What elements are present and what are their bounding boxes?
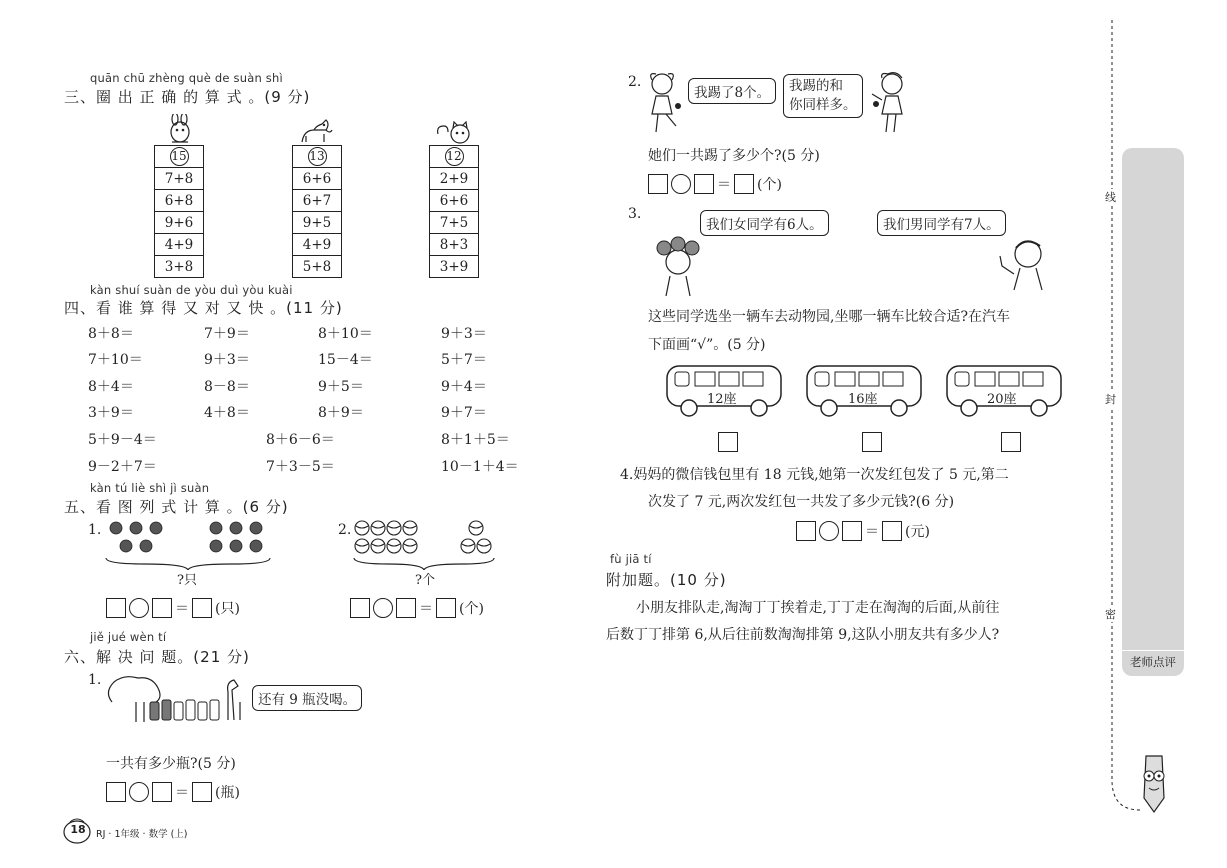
boy-student-icon [996,234,1050,292]
answer-column-15 [154,145,204,278]
equation-cell[interactable]: 5+8 [293,256,342,278]
question-text: 小朋友排队走,淘淘丁丁挨着走,丁丁走在淘淘的后面,从前往 [636,600,1000,616]
equation[interactable]: 9＋7＝ [441,405,487,421]
equation[interactable]: 9＋3＝ [204,352,250,368]
answer-box[interactable] [648,174,668,194]
bus-seat-label: 20座 [987,392,1017,407]
target-number: 13 [308,147,327,166]
answer-row: ＝ (个) [648,174,782,194]
equation-cell[interactable]: 8+3 [430,234,479,256]
question-text: 4.妈妈的微信钱包里有 18 元钱,她第一次发红包发了 5 元,第二 [620,467,1009,483]
problem-number: 3. [628,206,642,222]
bus-seat-label: 12座 [707,392,737,407]
operator-circle[interactable] [671,174,691,194]
section5-pinyin: kàn tú liè shì jì suàn [90,481,210,495]
question-text: 后数丁丁排第 6,从后往前数淘淘排第 9,这队小朋友共有多少人? [606,627,1000,643]
operator-circle[interactable] [819,521,839,541]
answer-box[interactable] [152,598,172,618]
answer-box[interactable] [192,598,212,618]
equation-cell[interactable]: 6+7 [293,190,342,212]
equation[interactable]: 5＋9－4＝ [88,432,157,448]
target-number: 12 [445,147,464,166]
girl-student-icon [654,236,702,298]
answer-box[interactable] [152,782,172,802]
equation[interactable]: 5＋7＝ [441,352,487,368]
operator-circle[interactable] [129,782,149,802]
equation-cell[interactable]: 2+9 [430,168,479,190]
question-text: 这些同学选坐一辆车去动物园,坐哪一辆车比较合适?在汽车 [648,309,1010,325]
teacher-comment-label: 老师点评 [1130,655,1176,669]
target-number: 15 [170,147,189,166]
extra-title: 附加题。(10 分) [606,571,727,589]
checkbox-bus-12[interactable] [718,432,738,452]
equation[interactable]: 8＋6－6＝ [266,432,335,448]
speech-bubble: 我们女同学有6人。 [700,210,829,236]
divider [1122,650,1184,651]
answer-row: ＝ (元) [796,521,930,541]
book-info: RJ · 1年级 · 数学 (上) [96,829,188,840]
bottles-giraffe-illustration [102,672,252,724]
answer-box[interactable] [192,782,212,802]
cat-icon [434,120,474,148]
unit-label: (只) [215,601,240,617]
answer-box[interactable] [350,598,370,618]
equation[interactable]: 8＋1＋5＝ [441,432,510,448]
equation-cell[interactable]: 6+8 [155,190,204,212]
answer-column-12 [429,145,479,278]
bubble-line: 我踢的和 [789,78,843,94]
group-total-label: ?个 [415,573,435,588]
equation[interactable]: 8＋10＝ [318,326,373,342]
answer-column-13 [292,145,342,278]
speech-bubble: 还有 9 瓶没喝。 [252,685,362,711]
equation[interactable]: 8－8＝ [204,379,250,395]
equation-cell[interactable]: 3+8 [155,256,204,278]
group-total-label: ?只 [177,573,197,588]
section3-title: 三、圈 出 正 确 的 算 式 。(9 分) [64,88,311,106]
equation[interactable]: 7＋9＝ [204,326,250,342]
equation[interactable]: 3＋9＝ [88,405,134,421]
question-text: 她们一共踢了多少个?(5 分) [648,148,820,164]
answer-row: ＝ (瓶) [106,782,240,802]
section4-title: 四、看 谁 算 得 又 对 又 快 。(11 分) [64,299,343,317]
equation-cell[interactable]: 3+9 [430,256,479,278]
answer-box[interactable] [436,598,456,618]
unit-label: (元) [905,524,930,540]
answer-box[interactable] [796,521,816,541]
teacher-comment-panel[interactable] [1122,148,1184,676]
equation[interactable]: 9－2＋7＝ [88,459,157,475]
answer-box[interactable] [882,521,902,541]
section6-title: 六、解 决 问 题。(21 分) [64,648,250,666]
speech-bubble: 我们男同学有7人。 [877,210,1006,236]
equation[interactable]: 9＋4＝ [441,379,487,395]
answer-box[interactable] [734,174,754,194]
section5-title: 五、看 图 列 式 计 算 。(6 分) [64,498,289,516]
ball-group-icon [352,520,502,570]
checkbox-bus-20[interactable] [1001,432,1021,452]
problem-number: 1. [88,522,102,538]
rabbit-icon [160,114,200,146]
pencil-mascot-icon [1128,750,1178,814]
operator-circle[interactable] [373,598,393,618]
equation[interactable]: 8＋4＝ [88,379,134,395]
answer-box[interactable] [106,598,126,618]
equation[interactable]: 15－4＝ [318,352,373,368]
equation[interactable]: 9＋3＝ [441,326,487,342]
question-text: 一共有多少瓶?(5 分) [106,756,236,772]
bus-seat-label: 16座 [848,392,878,407]
checkbox-bus-16[interactable] [862,432,882,452]
equation[interactable]: 10－1＋4＝ [441,459,519,475]
question-text: 次发了 7 元,两次发红包一共发了多少元钱?(6 分) [648,494,955,510]
problem-number: 2. [338,522,352,538]
equation-cell[interactable]: 7+5 [430,212,479,234]
section4-pinyin: kàn shuí suàn de yòu duì yòu kuài [90,283,293,297]
girl-kicking-shuttlecock-icon [866,70,914,136]
equation[interactable]: 4＋8＝ [204,405,250,421]
answer-box[interactable] [842,521,862,541]
speech-bubble [783,74,863,118]
seal-mark: 密 [1105,608,1116,621]
equation[interactable]: 8＋9＝ [318,405,364,421]
answer-box[interactable] [694,174,714,194]
girl-kicking-shuttlecock-icon [640,70,688,136]
page-number: 18 [70,823,86,836]
seal-mark: 封 [1105,393,1116,406]
section3-pinyin: quān chū zhèng què de suàn shì [90,71,283,85]
dog-icon [296,116,336,146]
equation[interactable]: 9＋5＝ [318,379,364,395]
speech-bubble: 我踢了8个。 [688,78,776,104]
section6-pinyin: jiě jué wèn tí [90,630,167,644]
operator-circle[interactable] [129,598,149,618]
unit-label: (个) [459,601,484,617]
equation-cell[interactable]: 7+8 [155,168,204,190]
problem-number: 2. [628,74,642,90]
equation[interactable]: 8＋8＝ [88,326,134,342]
seal-mark: 线 [1105,191,1116,204]
answer-row: ＝ (只) [106,598,240,618]
unit-label: (瓶) [215,785,240,801]
equation-cell[interactable]: 4+9 [293,234,342,256]
equation-cell[interactable]: 4+9 [155,234,204,256]
equation-cell[interactable]: 9+5 [293,212,342,234]
bubble-line: 你同样多。 [789,97,857,113]
equation-cell[interactable]: 9+6 [155,212,204,234]
answer-box[interactable] [106,782,126,802]
answer-box[interactable] [396,598,416,618]
equation[interactable]: 7＋10＝ [88,352,143,368]
squirrel-group-icon [104,520,274,570]
unit-label: (个) [757,177,782,193]
extra-pinyin: fù jiā tí [610,552,652,566]
equation-cell[interactable]: 6+6 [293,168,342,190]
equation[interactable]: 7＋3－5＝ [266,459,335,475]
question-text: 下面画“√”。(5 分) [648,337,766,353]
equation-cell[interactable]: 6+6 [430,190,479,212]
problem-number: 1. [88,672,102,688]
answer-row: ＝ (个) [350,598,484,618]
